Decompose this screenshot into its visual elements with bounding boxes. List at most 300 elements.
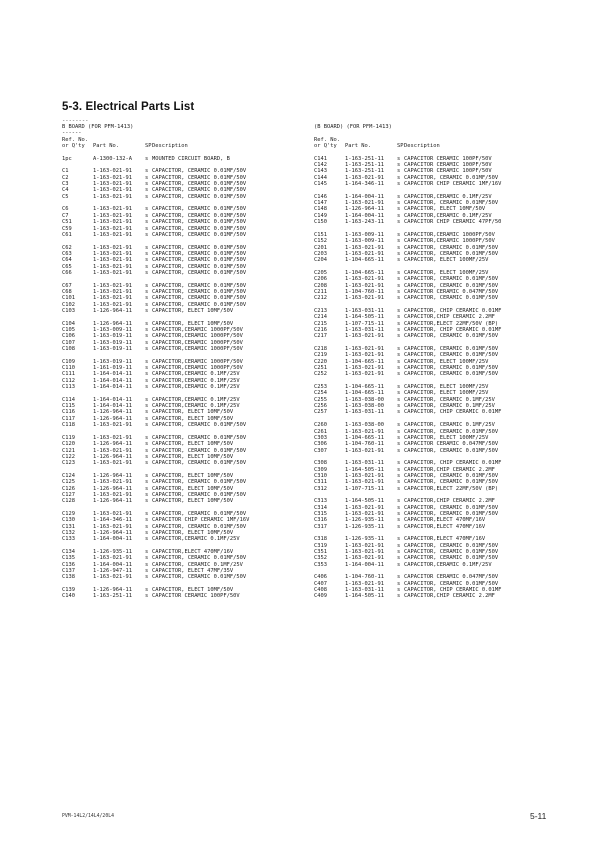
part-description: CAPACITOR,CERAMIC 0.1MF/25V	[404, 561, 492, 568]
part-description: CAPACITOR, CERAMIC 0.01MF/50V	[404, 244, 499, 251]
part-number: 1-163-031-11	[345, 587, 384, 594]
col-part-label: Part No.	[345, 143, 371, 150]
part-ref: C256	[314, 403, 327, 410]
part-ref: C139	[62, 587, 75, 594]
part-number: 1-163-021-91	[93, 263, 132, 270]
part-sp: s	[397, 472, 401, 479]
part-ref: C352	[314, 555, 327, 562]
part-number: 1-163-021-91	[345, 510, 384, 517]
part-sp: s	[145, 269, 149, 276]
part-number: 1-163-038-00	[345, 403, 384, 410]
part-description: CAPACITOR,CERAMIC 0.1MF/25V	[152, 371, 240, 378]
part-row	[62, 308, 300, 314]
part-ref: C105	[62, 327, 75, 333]
part-ref: C51	[62, 219, 72, 226]
part-number: 1-164-004-11	[345, 212, 384, 219]
part-number: 1-163-021-91	[93, 574, 132, 581]
part-sp: s	[145, 434, 149, 441]
part-number: 1-164-505-11	[345, 593, 384, 600]
part-description: CAPACITOR CERAMIC 100PF/50V	[404, 155, 492, 162]
part-sp: s	[397, 352, 401, 359]
part-description: CAPACITOR, CERAMIC 0.1MF/25V	[404, 396, 495, 403]
part-ref: C251	[314, 365, 327, 372]
part-ref: C5	[62, 193, 69, 200]
part-description: CAPACITOR, CHIP CERAMIC 0.01MF	[404, 587, 502, 594]
part-ref: C66	[62, 269, 72, 276]
part-ref: C68	[62, 288, 72, 295]
part-ref: C130	[62, 517, 75, 524]
part-sp: s	[397, 409, 401, 416]
part-description: CAPACITOR, ELECT 10MF/50V	[152, 472, 234, 479]
part-number: 1-104-665-11	[345, 434, 384, 441]
part-sp: s	[145, 365, 149, 372]
part-sp: s	[145, 536, 149, 543]
part-description: CAPACITOR, CERAMIC 0.01MF/50V	[152, 225, 247, 232]
col-desc-label: Description	[152, 143, 188, 150]
part-sp: s	[145, 307, 149, 314]
part-sp: s	[397, 523, 401, 530]
part-description: CAPACITOR,CERAMIC 1000PF/50V	[404, 238, 495, 245]
part-number: 1-163-021-91	[345, 365, 384, 372]
part-sp: s	[397, 479, 401, 486]
part-number: 1-126-964-11	[93, 453, 132, 460]
part-sp: s	[145, 193, 149, 200]
part-description: CAPACITOR, CERAMIC 0.01MF/50V	[152, 187, 247, 194]
part-ref: C253	[314, 384, 327, 391]
part-description: CAPACITOR, CERAMIC 0.01MF/50V	[152, 295, 247, 302]
col-qty-label: or Q'ty	[314, 143, 337, 150]
part-ref: C151	[314, 231, 327, 238]
part-ref: C67	[62, 282, 72, 289]
part-sp: s	[397, 365, 401, 372]
part-sp: s	[397, 181, 401, 188]
part-row	[62, 384, 300, 390]
part-description: CAPACITOR, ELECT 10MF/50V	[152, 307, 234, 314]
part-number: 1-163-009-11	[93, 327, 132, 333]
part-description: CAPACITOR CHIP CERAMIC 1MF/16V	[404, 181, 502, 188]
part-description: CAPACITOR, CERAMIC 0.01MF/50V	[404, 295, 499, 302]
part-description: CAPACITOR, CERAMIC 0.01MF/50V	[152, 447, 247, 454]
part-number: 1-163-021-91	[93, 168, 132, 175]
part-row	[62, 593, 300, 599]
part-ref: C125	[62, 479, 75, 486]
part-number: 1-163-021-91	[345, 333, 384, 340]
part-number: 1-163-021-91	[345, 504, 384, 511]
part-number: 1-164-004-11	[93, 561, 132, 568]
part-description: CAPACITOR, ELECT 10MF/50V	[404, 206, 486, 213]
part-description: CAPACITOR, ELECT 100MF/25V	[404, 257, 489, 264]
part-sp: s	[397, 542, 401, 549]
part-ref: C120	[62, 441, 75, 448]
part-description: CAPACITOR, ELECT 10MF/50V	[152, 441, 234, 448]
part-sp: s	[397, 460, 401, 467]
part-number: 1-163-021-91	[93, 257, 132, 264]
part-sp: s	[145, 396, 149, 403]
board-header: (B BOARD) (FOR PFM-1413)	[314, 124, 392, 130]
part-description: CAPACITOR, ELECT 10MF/50V	[152, 498, 234, 505]
part-number: 1-163-038-00	[345, 396, 384, 403]
part-ref: C351	[314, 549, 327, 556]
part-sp: s	[397, 574, 401, 581]
part-sp: s	[145, 168, 149, 175]
part-row	[62, 232, 300, 238]
part-sp: s	[145, 510, 149, 517]
part-description: CAPACITOR, CERAMIC 0.01MF/50V	[152, 174, 247, 181]
model-footer: PVM-14L2/14L4/20L4	[62, 814, 114, 819]
part-ref: C61	[62, 231, 72, 238]
part-number: 1-163-021-91	[93, 288, 132, 295]
part-number: 1-163-251-11	[345, 162, 384, 169]
part-description: MOUNTED CIRCUIT BOARD, B	[152, 155, 230, 162]
part-description: CAPACITOR, CERAMIC 0.01MF/50V	[152, 523, 247, 530]
part-description: CAPACITOR, CERAMIC 0.01MF/50V	[152, 301, 247, 308]
part-description: CAPACITOR, CERAMIC 0.01MF/50V	[152, 422, 247, 429]
col-qty-label: or Q'ty	[62, 143, 85, 150]
part-number: 1-163-031-11	[345, 409, 384, 416]
part-description: CAPACITOR, CERAMIC 0.01MF/50V	[404, 447, 499, 454]
part-number: 1-107-715-11	[345, 485, 384, 492]
part-sp: s	[397, 269, 401, 276]
part-description: CAPACITOR,CERAMIC 1000PF/50V	[152, 358, 243, 365]
part-ref: C409	[314, 593, 327, 600]
part-ref: C63	[62, 250, 72, 257]
part-description: CAPACITOR, CERAMIC 0.1MF/25V	[152, 561, 243, 568]
part-ref: C143	[314, 168, 327, 175]
part-description: CAPACITOR, CERAMIC 0.01MF/50V	[404, 333, 499, 340]
part-sp: s	[397, 200, 401, 207]
part-description: CAPACITOR, CERAMIC 0.01MF/50V	[152, 231, 247, 238]
part-description: CAPACITOR, ELECT 100MF/25V	[404, 384, 489, 391]
part-ref: C111	[62, 371, 75, 378]
part-ref: C7	[62, 212, 69, 219]
part-description: CAPACITOR, CERAMIC 0.1MF/25V	[404, 422, 495, 429]
part-description: CAPACITOR, ELECT 10MF/50V	[152, 409, 234, 416]
part-description: CAPACITOR, CERAMIC 0.01MF/50V	[152, 288, 247, 295]
part-number: 1-104-665-11	[345, 384, 384, 391]
part-ref: C132	[62, 530, 75, 536]
parts-rows	[62, 156, 300, 600]
part-sp: s	[397, 307, 401, 314]
part-sp: s	[145, 447, 149, 454]
board-header-rule: ------	[62, 130, 82, 137]
page-title: 5-3. Electrical Parts List	[62, 101, 195, 113]
part-description: CAPACITOR CHIP CERAMIC 47PF/50	[404, 219, 502, 226]
part-number: 1-163-019-11	[93, 333, 132, 340]
part-description: CAPACITOR, CERAMIC 0.01MF/50V	[152, 263, 247, 270]
part-ref: C252	[314, 371, 327, 378]
part-ref: C124	[62, 472, 75, 479]
part-sp: s	[397, 510, 401, 517]
part-ref: C312	[314, 485, 327, 492]
part-ref: C309	[314, 466, 327, 473]
part-number: 1-163-021-91	[93, 460, 132, 467]
part-ref: C257	[314, 409, 327, 416]
part-ref: C306	[314, 441, 327, 448]
part-ref: C121	[62, 447, 75, 454]
part-number: 1-164-004-11	[345, 561, 384, 568]
part-sp: s	[145, 174, 149, 181]
part-ref: C107	[62, 339, 75, 346]
column-headers	[62, 143, 300, 149]
part-ref: C318	[314, 536, 327, 543]
part-ref: C317	[314, 523, 327, 530]
part-description: CAPACITOR, CHIP CERAMIC 0.01MF	[404, 409, 502, 416]
part-sp: s	[145, 409, 149, 416]
part-row	[314, 371, 554, 377]
part-description: CAPACITOR, ELECT 100MF/25V	[404, 358, 489, 365]
part-sp: s	[145, 155, 149, 162]
part-ref: C113	[62, 384, 75, 391]
part-sp: s	[145, 403, 149, 410]
part-sp: s	[145, 346, 149, 353]
part-ref: C204	[314, 257, 327, 264]
part-sp: s	[145, 358, 149, 365]
part-sp: s	[397, 288, 401, 295]
parts-rows	[314, 156, 554, 600]
col-ref-label: Ref. No.	[314, 136, 340, 143]
part-number: 1-163-009-11	[345, 231, 384, 238]
part-description: CAPACITOR, ELECT 10MF/50V	[152, 530, 234, 536]
part-description: CAPACITOR, CERAMIC 0.01MF/50V	[152, 555, 247, 562]
part-description: CAPACITOR, CERAMIC 0.01MF/50V	[152, 257, 247, 264]
part-description: CAPACITOR, ELECT 100MF/25V	[404, 434, 489, 441]
part-ref: C208	[314, 282, 327, 289]
part-description: CAPACITOR, ELECT 10MF/50V	[152, 320, 234, 327]
part-ref: C211	[314, 288, 327, 295]
part-ref: C406	[314, 574, 327, 581]
part-ref: C129	[62, 510, 75, 517]
part-ref: C152	[314, 238, 327, 245]
part-sp: s	[397, 555, 401, 562]
part-description: CAPACITOR, CERAMIC 0.01MF/50V	[152, 434, 247, 441]
part-ref: C313	[314, 498, 327, 505]
part-ref: C214	[314, 314, 327, 321]
part-number: 1-163-021-91	[345, 244, 384, 251]
part-sp: s	[145, 384, 149, 391]
part-sp: s	[397, 549, 401, 556]
part-sp: s	[145, 549, 149, 556]
part-description: CAPACITOR, CERAMIC 0.01MF/50V	[152, 212, 247, 219]
part-row	[62, 422, 300, 428]
part-description: CAPACITOR,CERAMIC 1000PF/50V	[152, 339, 243, 346]
part-description: CAPACITOR,ELECT 470MF/16V	[404, 517, 486, 524]
part-sp: s	[397, 485, 401, 492]
part-ref: C316	[314, 517, 327, 524]
part-number: 1-163-021-91	[345, 542, 384, 549]
part-description: CAPACITOR,CERAMIC 0.1MF/25V	[152, 396, 240, 403]
part-description: CAPACITOR, CERAMIC 0.01MF/50V	[152, 491, 247, 498]
part-description: CAPACITOR CERAMIC 100PF/50V	[404, 168, 492, 175]
part-sp: s	[145, 491, 149, 498]
part-description: CAPACITOR, CERAMIC 0.01MF/50V	[404, 504, 499, 511]
part-description: CAPACITOR CERAMIC 0.047MF/50V	[404, 574, 499, 581]
part-ref: C59	[62, 225, 72, 232]
part-ref: 1pc	[62, 155, 72, 162]
part-ref: C319	[314, 542, 327, 549]
part-description: CAPACITOR, CERAMIC 0.01MF/50V	[152, 574, 247, 581]
part-ref: C109	[62, 358, 75, 365]
part-number: 1-163-031-11	[345, 307, 384, 314]
part-number: 1-163-019-11	[93, 346, 132, 353]
part-sp: s	[397, 174, 401, 181]
part-number: 1-104-665-11	[345, 358, 384, 365]
part-number: 1-163-021-91	[93, 491, 132, 498]
part-description: CAPACITOR,CERAMIC 1000PF/50V	[152, 333, 243, 340]
part-number: 1-163-021-91	[345, 555, 384, 562]
part-description: CAPACITOR, CERAMIC 0.01MF/50V	[404, 542, 499, 549]
part-ref: C216	[314, 327, 327, 333]
part-number: 1-164-014-11	[93, 384, 132, 391]
part-description: CAPACITOR, CERAMIC 0.01MF/50V	[404, 174, 499, 181]
part-number: 1-126-935-11	[345, 523, 384, 530]
part-description: CAPACITOR, CERAMIC 0.01MF/50V	[404, 200, 499, 207]
part-number: 1-163-021-91	[93, 301, 132, 308]
part-description: CAPACITOR,CHIP CERAMIC 2.2MF	[404, 314, 495, 321]
part-description: CAPACITOR,CERAMIC 0.1MF/25V	[152, 377, 240, 384]
part-description: CAPACITOR,CERAMIC 0.1MF/25V	[152, 536, 240, 543]
part-number: 1-126-935-11	[93, 549, 132, 556]
part-ref: C115	[62, 403, 75, 410]
part-ref: C353	[314, 561, 327, 568]
part-number: 1-163-021-91	[93, 187, 132, 194]
col-sp-label: SP	[397, 143, 404, 150]
part-row	[62, 498, 300, 504]
part-description: CAPACITOR, ELECT 100MF/25V	[404, 269, 489, 276]
part-row	[314, 593, 554, 599]
part-description: CAPACITOR, CERAMIC 0.01MF/50V	[404, 472, 499, 479]
part-ref: C131	[62, 523, 75, 530]
part-number: 1-163-021-91	[93, 193, 132, 200]
part-sp: s	[397, 219, 401, 226]
part-sp: s	[145, 187, 149, 194]
part-sp: s	[397, 466, 401, 473]
part-row	[62, 346, 300, 352]
part-sp: s	[397, 422, 401, 429]
part-number: 1-163-021-91	[345, 580, 384, 587]
part-description: CAPACITOR, CERAMIC 0.01MF/50V	[152, 269, 247, 276]
part-ref: C408	[314, 587, 327, 594]
part-number: 1-163-021-91	[93, 212, 132, 219]
part-sp: s	[145, 422, 149, 429]
part-sp: s	[145, 415, 149, 422]
part-description: CAPACITOR, CERAMIC 0.01MF/50V	[404, 479, 499, 486]
part-row	[62, 460, 300, 466]
part-number: 1-163-021-91	[93, 225, 132, 232]
part-row	[62, 270, 300, 276]
part-number: 1-126-964-11	[93, 472, 132, 479]
part-description: CAPACITOR, CERAMIC 0.01MF/50V	[152, 479, 247, 486]
part-number: 1-104-665-11	[345, 257, 384, 264]
part-description: CAPACITOR, CERAMIC 0.01MF/50V	[404, 555, 499, 562]
part-sp: s	[145, 574, 149, 581]
part-ref: C135	[62, 555, 75, 562]
part-ref: C118	[62, 422, 75, 429]
part-number: 1-164-505-11	[345, 314, 384, 321]
part-sp: s	[397, 244, 401, 251]
part-ref: C255	[314, 396, 327, 403]
part-number: 1-163-021-91	[93, 434, 132, 441]
part-description: CAPACITOR CHIP CERAMIC 1MF/16V	[152, 517, 250, 524]
part-ref: C146	[314, 193, 327, 200]
part-row	[314, 562, 554, 568]
part-ref: C217	[314, 333, 327, 340]
part-number: 1-163-019-11	[93, 339, 132, 346]
part-sp: s	[397, 295, 401, 302]
part-number: 1-163-021-91	[345, 479, 384, 486]
part-number: 1-163-031-11	[345, 460, 384, 467]
part-number: 1-126-935-11	[345, 536, 384, 543]
part-sp: s	[397, 212, 401, 219]
part-ref: C144	[314, 174, 327, 181]
part-number: 1-126-964-11	[93, 307, 132, 314]
part-sp: s	[145, 472, 149, 479]
part-description: CAPACITOR, ELECT 47MF/35V	[152, 568, 234, 575]
part-description: CAPACITOR,CHIP CERAMIC 2.2MF	[404, 498, 495, 505]
part-sp: s	[397, 327, 401, 333]
part-sp: s	[397, 384, 401, 391]
part-number: 1-126-964-11	[93, 415, 132, 422]
part-number: 1-163-021-91	[345, 447, 384, 454]
part-sp: s	[397, 168, 401, 175]
part-row	[62, 536, 300, 542]
part-ref: C103	[62, 307, 75, 314]
part-ref: C308	[314, 460, 327, 467]
part-description: CAPACITOR,CERAMIC 0.1MF/25V	[404, 193, 492, 200]
part-ref: C407	[314, 580, 327, 587]
part-sp: s	[145, 301, 149, 308]
part-number: 1-163-021-91	[345, 174, 384, 181]
part-sp: s	[397, 390, 401, 397]
part-description: CAPACITOR, CERAMIC 0.01MF/50V	[404, 371, 499, 378]
part-description: CAPACITOR,ELECT 22MF/50V (BP)	[404, 485, 499, 492]
part-number: 1-163-021-91	[345, 428, 384, 435]
part-number: 1-126-964-11	[93, 320, 132, 327]
part-ref: C149	[314, 212, 327, 219]
part-description: CAPACITOR, CERAMIC 0.01MF/50V	[404, 580, 499, 587]
part-sp: s	[145, 479, 149, 486]
part-description: CAPACITOR, CERAMIC 0.01MF/50V	[404, 250, 499, 257]
part-row	[314, 295, 554, 301]
part-ref: C201	[314, 244, 327, 251]
part-description: CAPACITOR, ELECT 10MF/50V	[152, 485, 234, 492]
part-sp: s	[397, 580, 401, 587]
part-ref: C218	[314, 346, 327, 353]
part-sp: s	[145, 530, 149, 536]
part-number: 1-126-964-11	[93, 498, 132, 505]
col-ref-label: Ref. No.	[62, 136, 88, 143]
part-number: 1-163-021-91	[345, 200, 384, 207]
part-ref: C220	[314, 358, 327, 365]
part-description: CAPACITOR, CERAMIC 0.01MF/50V	[152, 206, 247, 213]
part-number: 1-163-021-91	[93, 422, 132, 429]
column-headers	[314, 143, 554, 149]
part-description: CAPACITOR, CHIP CERAMIC 0.01MF	[404, 460, 502, 467]
part-description: CAPACITOR, CERAMIC 0.01MF/50V	[404, 365, 499, 372]
part-sp: s	[145, 371, 149, 378]
parts-column-left	[62, 124, 300, 600]
part-sp: s	[145, 295, 149, 302]
part-sp: s	[397, 282, 401, 289]
part-description: CAPACITOR, ELECT 10MF/50V	[152, 415, 234, 422]
part-sp: s	[145, 333, 149, 340]
part-sp: s	[397, 403, 401, 410]
part-sp: s	[397, 346, 401, 353]
part-number: 1-163-021-91	[93, 219, 132, 226]
part-ref: C64	[62, 257, 72, 264]
part-ref: C310	[314, 472, 327, 479]
part-ref: C133	[62, 536, 75, 543]
part-ref: C136	[62, 561, 75, 568]
